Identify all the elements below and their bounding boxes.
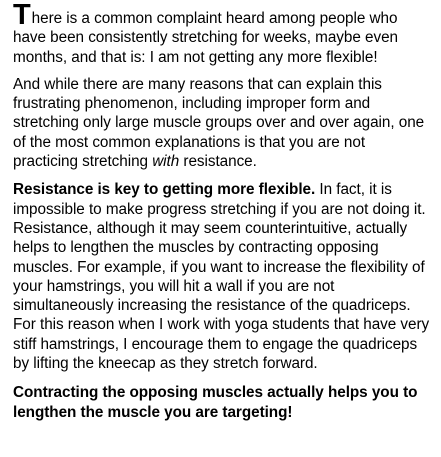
- conclusion-paragraph: Contracting the opposing muscles actually helps you to lengthen the muscle you are targeting!: [13, 384, 418, 421]
- resistance-text: In fact, it is impossible to make progress stretching if you are not doing it. Resistance, although it may seem counterintuitive, actually helps to lengthen the muscles by contracting opposing muscles. For example, if you want to increase the flexibility of your hamstrings, you will hit a wall if you are not simultaneously increasing the resistance of the quadriceps. For this reason when I work with yoga students that have very stiff hamstrings, I encourage them to engage the quadriceps by lifting the kneecap as they stretch forward.: [13, 181, 430, 373]
- reasons-text: And while there are many reasons that can explain this frustrating phenomenon, including improper form and stretching only large muscle groups over and over again, one of the most common explanations is that you are not practicing stretching: [13, 75, 425, 171]
- intro-paragraph: [13, 0, 433, 67]
- reasons-text-end: resistance.: [179, 153, 257, 171]
- resistance-lead: Resistance is key to getting more flexible.: [13, 181, 316, 199]
- document-page: [13, 0, 433, 422]
- resistance-paragraph: [13, 180, 433, 373]
- reasons-paragraph: [13, 75, 433, 171]
- intro-text: here is a common complaint heard among people who have been consistently stretching for weeks, maybe even months, and that is: I am not getting any more flexible!: [13, 10, 398, 66]
- italic-with: with: [152, 153, 180, 171]
- drop-cap: T: [13, 0, 31, 31]
